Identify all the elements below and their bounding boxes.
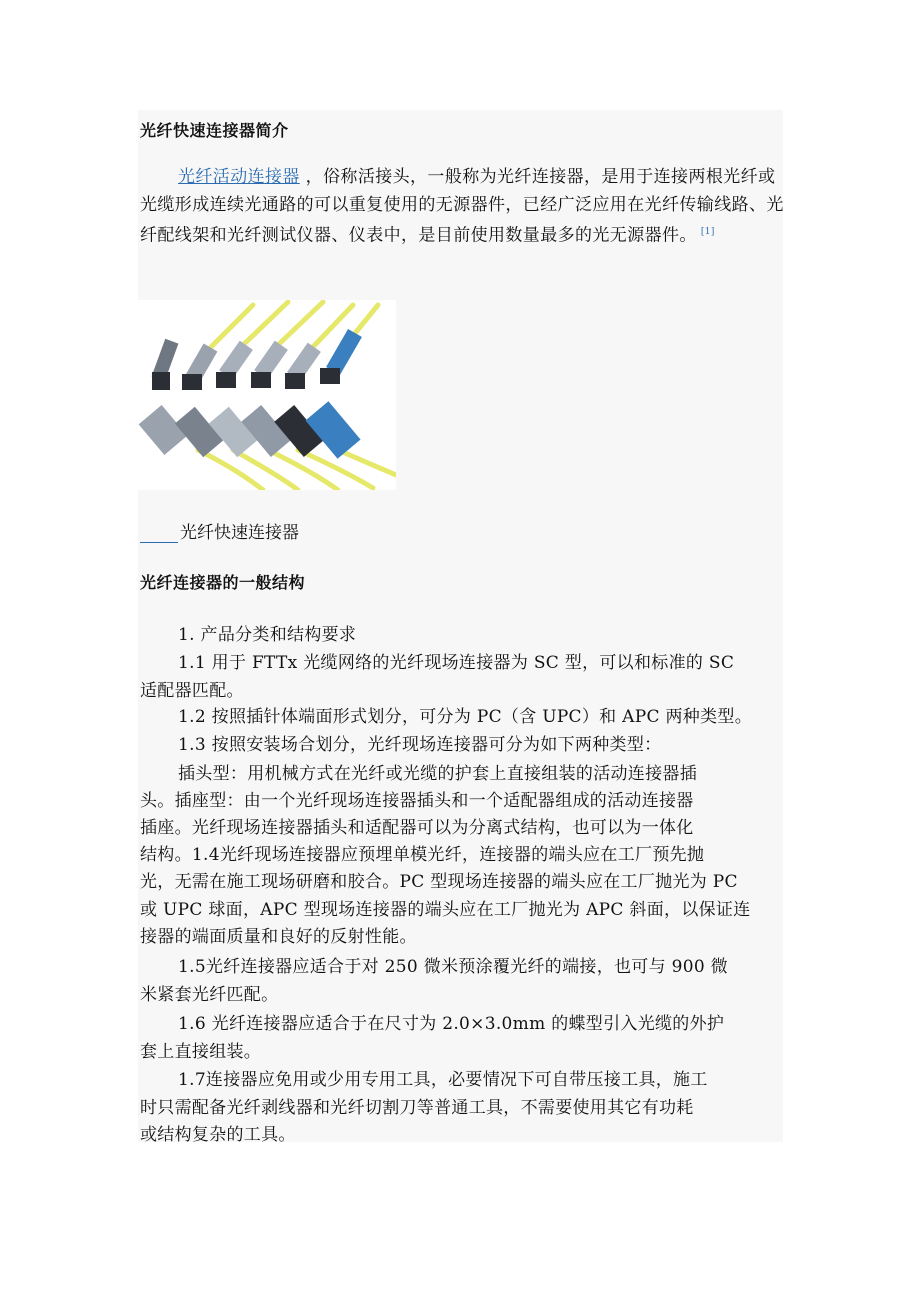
intro-paragraph (140, 164, 785, 250)
structure-line: 1.5光纤连接器应适合于对 250 微米预涂覆光纤的端接，也可与 900 微 (178, 957, 728, 977)
structure-line: 1.2 按照插针体端面形式划分，可分为 PC（含 UPC）和 APC 两种类型。 (178, 707, 752, 727)
reference-link[interactable]: [1] (700, 227, 715, 237)
structure-line: 米紧套光纤匹配。 (140, 985, 279, 1005)
structure-line: 光，无需在施工现场研磨和胶合。PC 型现场连接器的端头应在工厂抛光为 PC (140, 872, 738, 892)
section-heading-structure: 光纤连接器的一般结构 (140, 573, 306, 592)
structure-line: 头。插座型：由一个光纤现场连接器插头和一个适配器组成的活动连接器 (140, 791, 694, 811)
caption-underline (140, 524, 178, 543)
structure-line: 或 UPC 球面，APC 型现场连接器的端头应在工厂抛光为 APC 斜面，以保证连 (140, 900, 751, 920)
caption-text: 光纤快速连接器 (180, 523, 299, 543)
structure-line: 结构。1.4光纤现场连接器应预埋单模光纤，连接器的端头应在工厂预先抛 (140, 845, 705, 865)
connector-link[interactable]: 光纤活动连接器 (178, 167, 300, 187)
structure-line: 套上直接组装。 (140, 1042, 262, 1062)
intro-text: ，俗称活接头，一般称为光纤连接器，是用于连接两根光纤或光缆形成连续光通路的可以重复使用的无源器件，已经广泛应用在光纤传输线路、光纤配线架和光纤测试仪器、仪表中，是目前使用数量最多的光无源器件。 (140, 167, 784, 246)
structure-line: 1. 产品分类和结构要求 (178, 625, 357, 645)
structure-line: 时只需配备光纤剥线器和光纤切割刀等普通工具，不需要使用其它有功耗 (140, 1098, 694, 1118)
structure-line: 1.3 按照安装场合划分，光纤现场连接器可分为如下两种类型： (178, 735, 662, 755)
structure-line: 1.1 用于 FTTx 光缆网络的光纤现场连接器为 SC 型，可以和标准的 SC (178, 653, 735, 673)
structure-line: 1.7连接器应免用或少用专用工具，必要情况下可自带压接工具，施工 (178, 1070, 708, 1090)
connector-illustration (138, 300, 396, 490)
structure-line: 插座。光纤现场连接器插头和适配器可以为分离式结构，也可以为一体化 (140, 818, 694, 838)
structure-line: 接器的端面质量和良好的反射性能。 (140, 927, 417, 947)
structure-line: 1.6 光纤连接器应适合于在尺寸为 2.0×3.0mm 的蝶型引入光缆的外护 (178, 1014, 725, 1034)
connector-photo (138, 300, 396, 490)
figure-caption (140, 518, 299, 543)
section-heading-intro: 光纤快速连接器简介 (140, 121, 289, 140)
structure-line: 适配器匹配。 (140, 681, 244, 701)
structure-line: 或结构复杂的工具。 (140, 1125, 296, 1145)
structure-line: 插头型：用机械方式在光纤或光缆的护套上直接组装的活动连接器插 (178, 764, 697, 784)
